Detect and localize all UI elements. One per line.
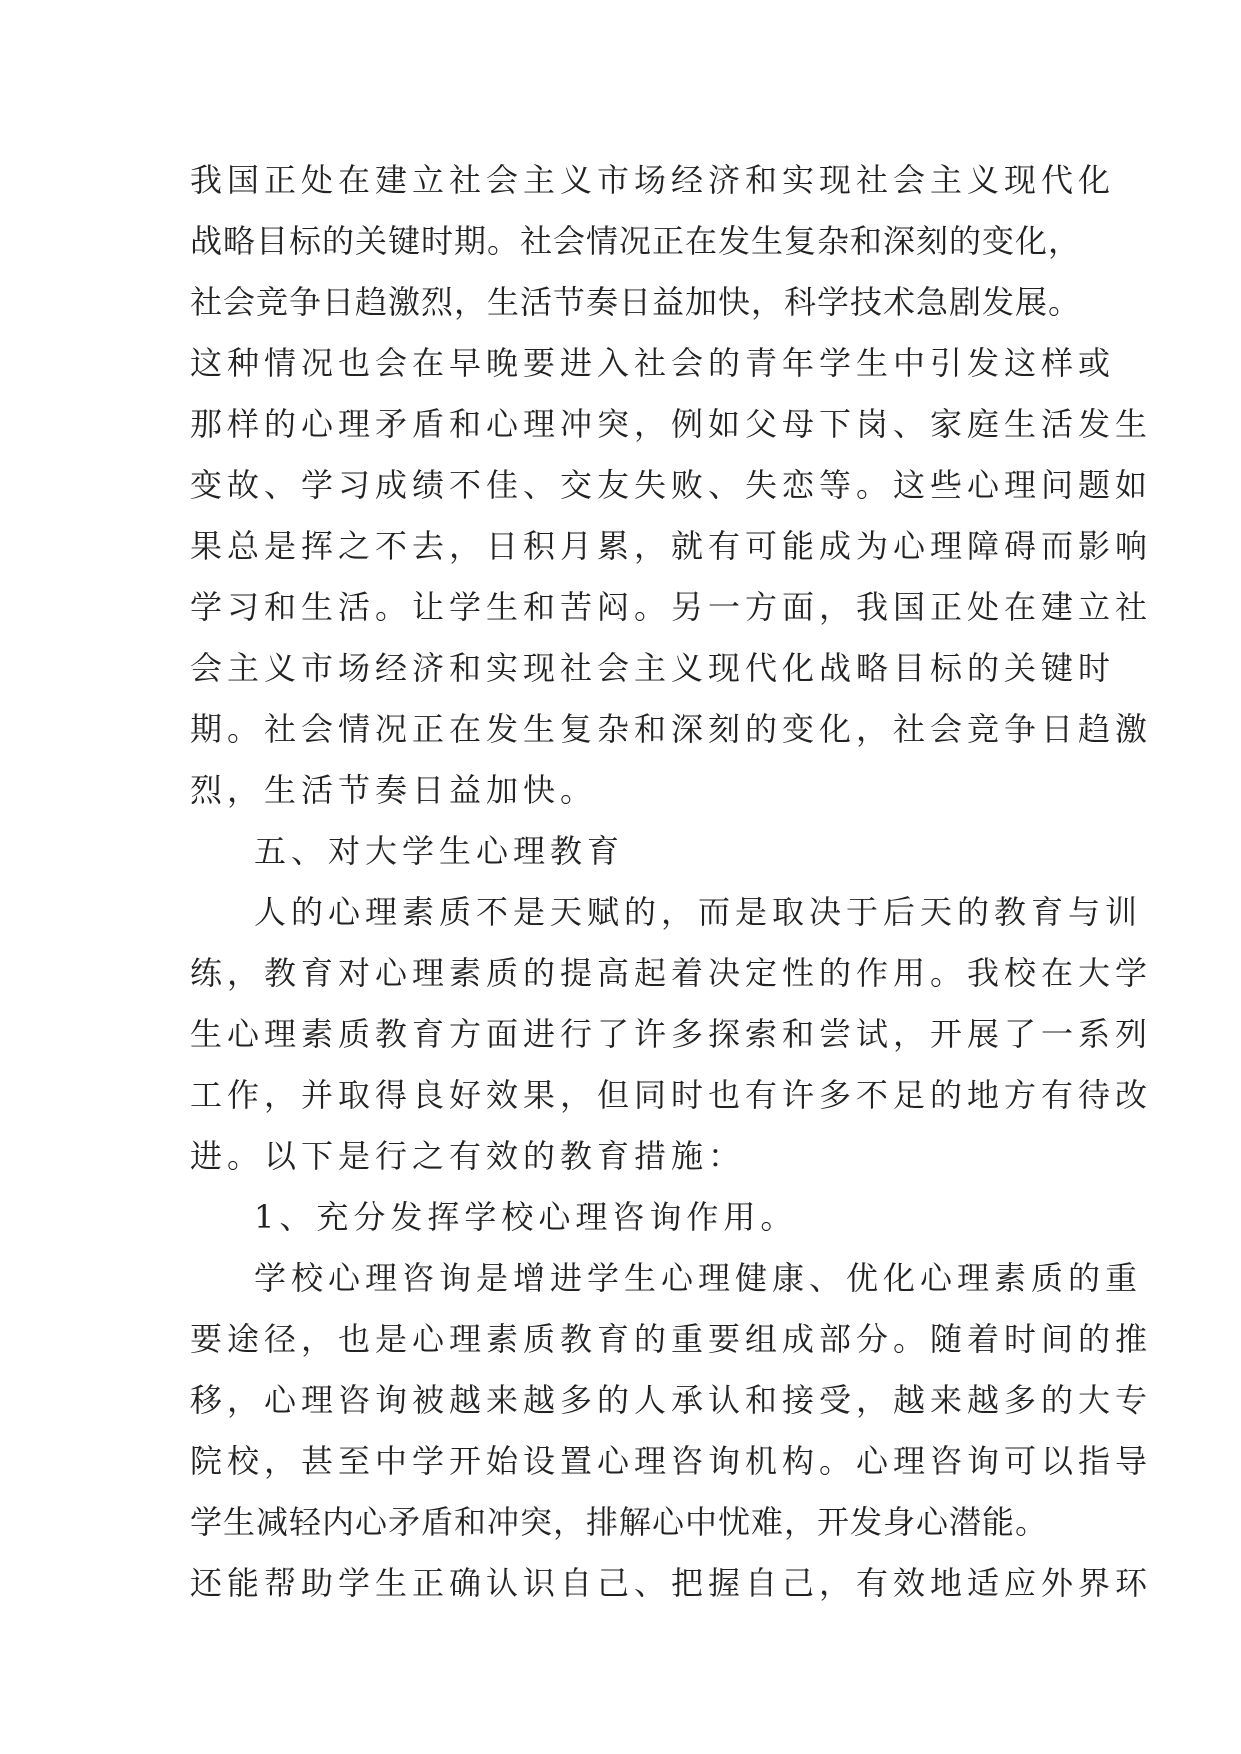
text-line: 移，心理咨询被越来越多的人承认和接受，越来越多的大专	[190, 1381, 1153, 1419]
subsection-heading: 1、充分发挥学校心理咨询作用。	[254, 1198, 798, 1236]
text-line: 学生减轻内心矛盾和冲突，排解心中忧难，开发身心潜能。	[190, 1503, 1049, 1541]
text-line: 战略目标的关键时期。社会情况正在发生复杂和深刻的变化，	[190, 222, 1082, 260]
text-line: 那样的心理矛盾和心理冲突，例如父母下岗、家庭生活发生	[190, 405, 1153, 443]
text-line: 烈，生活节奏日益加快。	[190, 771, 598, 809]
section-heading: 五、对大学生心理教育	[254, 832, 625, 870]
text-line: 期。社会情况正在发生复杂和深刻的变化，社会竞争日趋激	[190, 710, 1153, 748]
text-line: 生心理素质教育方面进行了许多探索和尝试，开展了一系列	[190, 1015, 1153, 1053]
text-line: 还能帮助学生正确认识自己、把握自己，有效地适应外界环	[190, 1564, 1153, 1602]
text-line: 院校，甚至中学开始设置心理咨询机构。心理咨询可以指导	[190, 1442, 1153, 1480]
body-text	[190, 150, 1153, 1614]
text-line: 这种情况也会在早晚要进入社会的青年学生中引发这样或	[190, 344, 1116, 382]
text-line: 会主义市场经济和实现社会主义现代化战略目标的关键时	[190, 649, 1116, 687]
text-line: 果总是挥之不去，日积月累，就有可能成为心理障碍而影响	[190, 527, 1153, 565]
text-line: 人的心理素质不是天赋的，而是取决于后天的教育与训	[254, 893, 1143, 931]
text-line: 进。以下是行之有效的教育措施：	[190, 1137, 746, 1175]
text-line: 变故、学习成绩不佳、交友失败、失恋等。这些心理问题如	[190, 466, 1153, 504]
text-line: 要途径，也是心理素质教育的重要组成部分。随着时间的推	[190, 1320, 1153, 1358]
text-line: 学校心理咨询是增进学生心理健康、优化心理素质的重	[254, 1259, 1143, 1297]
text-line: 我国正处在建立社会主义市场经济和实现社会主义现代化	[190, 161, 1116, 199]
text-line: 学习和生活。让学生和苦闷。另一方面，我国正处在建立社	[190, 588, 1153, 626]
text-line: 练，教育对心理素质的提高起着决定性的作用。我校在大学	[190, 954, 1153, 992]
text-line: 社会竞争日趋激烈，生活节奏日益加快，科学技术急剧发展。	[190, 283, 1082, 321]
text-line: 工作，并取得良好效果，但同时也有许多不足的地方有待改	[190, 1076, 1153, 1114]
